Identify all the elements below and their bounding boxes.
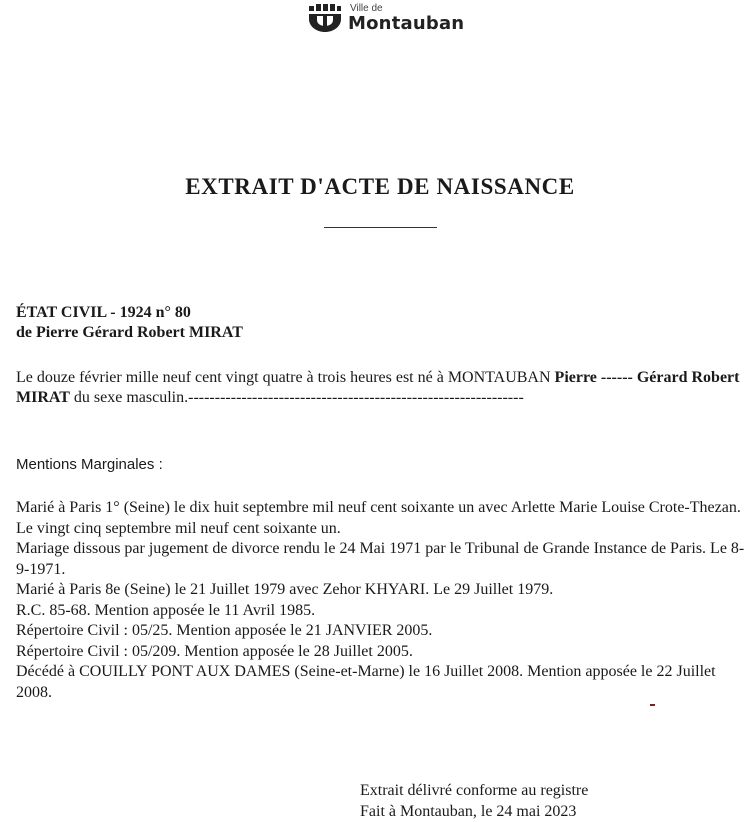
civil-record-reference [16, 303, 243, 343]
montauban-emblem-icon [308, 3, 342, 33]
title-underline [324, 227, 437, 228]
birth-text-end: du sexe masculin.--------------------------------------------------------------- [69, 389, 524, 406]
mention-item: Marié à Paris 8e (Seine) le 21 Juillet 1979 avec Zehor KHYARI. Le 29 Juillet 1979. [16, 581, 554, 598]
mention-item: Mariage dissous par jugement de divorce rendu le 24 Mai 1971 par le Tribunal de Grande Instance de Paris. Le 8-9-1971. [16, 540, 745, 578]
delivery-conformity: Extrait délivré conforme au registre [360, 782, 589, 799]
civil-record-number: ÉTAT CIVIL - 1924 n° 80 [16, 304, 191, 321]
document-title: EXTRAIT D'ACTE DE NAISSANCE [185, 174, 575, 199]
delivery-statement [360, 780, 588, 822]
mention-item: Répertoire Civil : 05/25. Mention apposée le 21 JANVIER 2005. [16, 622, 433, 639]
mention-item: Répertoire Civil : 05/209. Mention apposée le 28 Juillet 2005. [16, 642, 413, 660]
birth-text-start: Le douze février mille neuf cent vingt quatre à trois heures est né à MONTAUBAN [16, 369, 555, 386]
delivery-place-date: Fait à Montauban, le 24 mai 2023 [360, 803, 577, 820]
logo-city-name: Montauban [348, 12, 465, 34]
ink-mark [650, 704, 655, 706]
mention-item: Décédé à COUILLY PONT AUX DAMES (Seine-et-Marne) le 16 Juillet 2008. Mention apposée le 22 Juillet 2008. [16, 663, 716, 701]
marginal-mentions-list [16, 498, 746, 703]
civil-record-person: de Pierre Gérard Robert MIRAT [16, 324, 243, 341]
mention-item: R.C. 85-68. Mention apposée le 11 Avril 1985. [16, 601, 316, 619]
mention-item: Marié à Paris 1° (Seine) le dix huit septembre mil neuf cent soixante un avec Arlette Marie Louise Crote-Thezan. Le vingt cinq septembre mil neuf cent soixante un. [16, 499, 741, 537]
marginal-mentions-heading: Mentions Marginales : [16, 456, 163, 473]
birth-statement [16, 368, 746, 408]
city-logo [308, 3, 464, 33]
logo-prefix: Ville de [350, 2, 383, 14]
birth-name: Pierre ------ Gérard Robert MIRAT [16, 369, 740, 406]
